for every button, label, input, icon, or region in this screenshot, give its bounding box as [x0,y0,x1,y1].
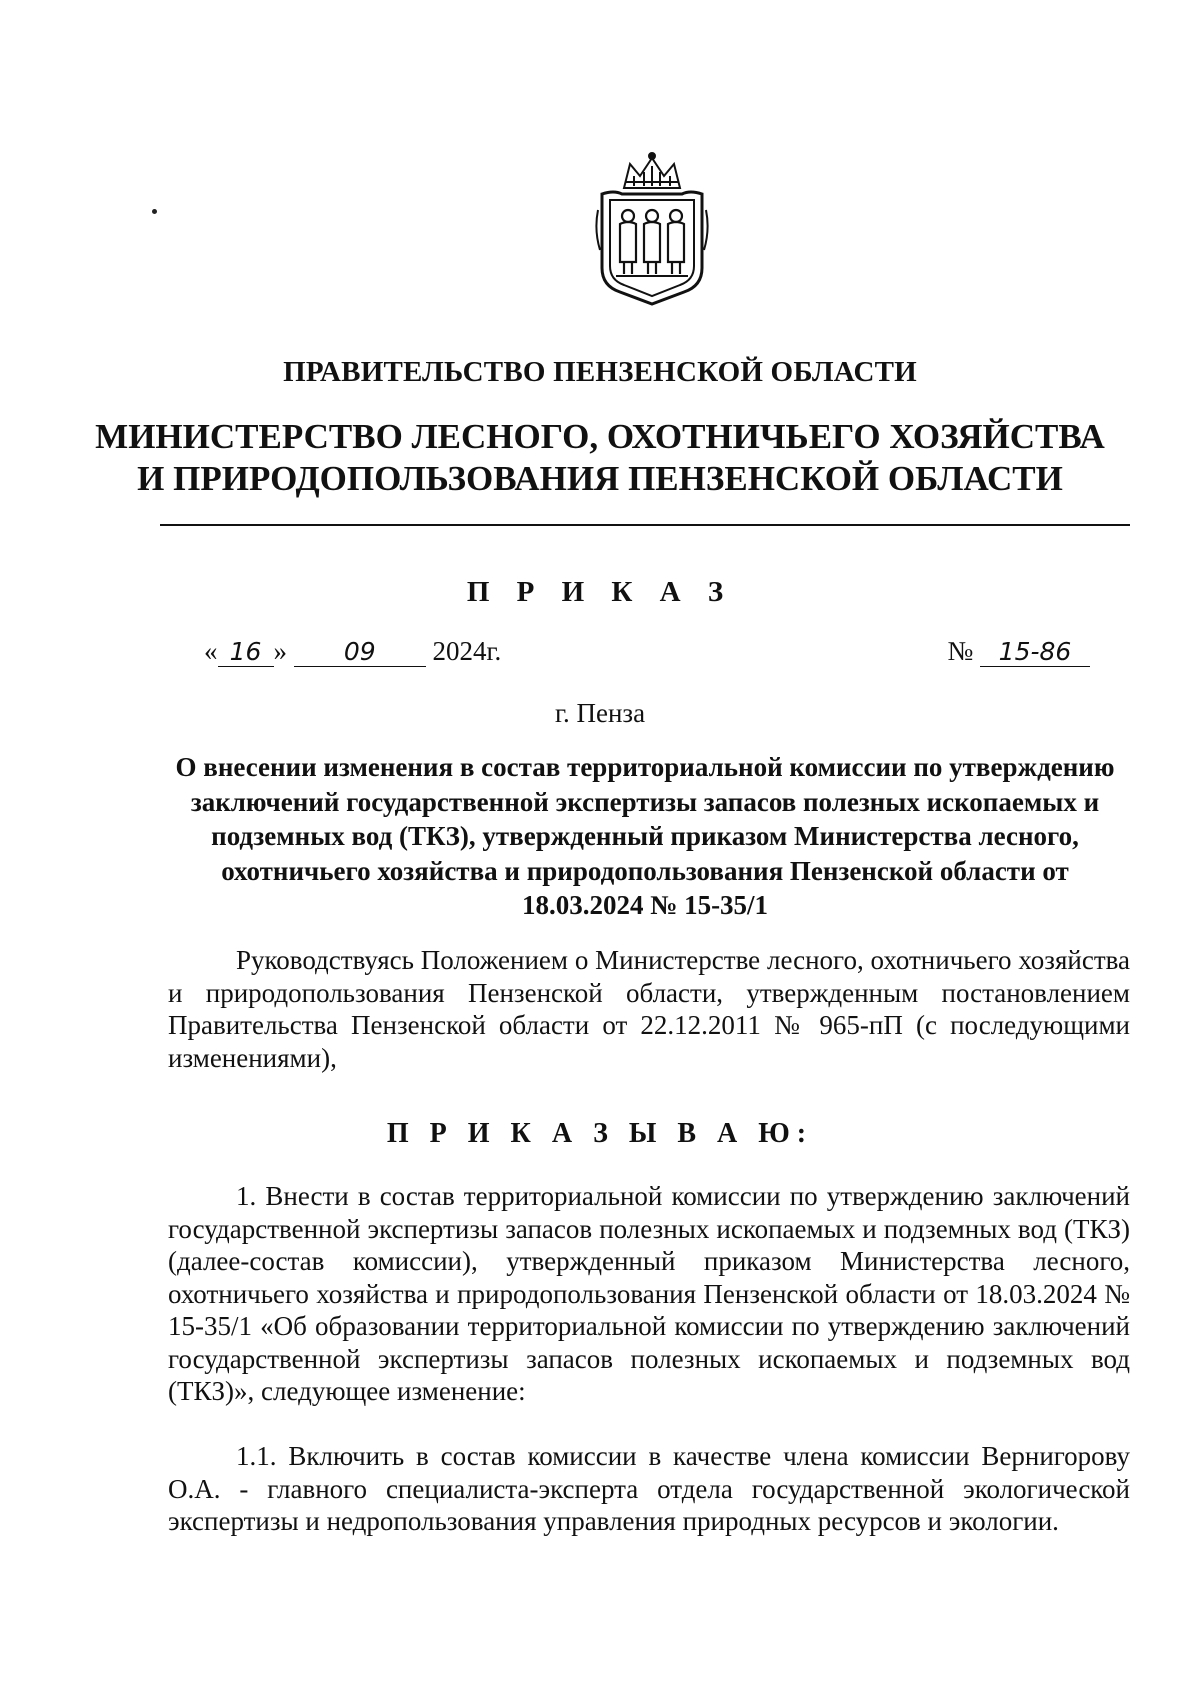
ministry-name-line-1: МИНИСТЕРСТВО ЛЕСНОГО, ОХОТНИЧЬЕГО ХОЗЯЙСТВА [95,417,1105,456]
document-type: П Р И К А З [466,576,734,608]
document-number [947,636,1090,667]
order-item-1-1: 1.1. Включить в состав комиссии в качестве члена комиссии Вернигорову О.А. - главного специалиста-эксперта отдела государственной экологической экспертизы и недропользования управления природных ресурсов и экологии. [168,1441,1130,1536]
date-open-quote: « [204,636,218,666]
date-year: 2024г. [432,636,502,666]
order-heading: П Р И К А З Ы В А Ю: [386,1118,814,1149]
ministry-name-line-2: И ПРИРОДОПОЛЬЗОВАНИЯ ПЕНЗЕНСКОЙ ОБЛАСТИ [137,459,1063,498]
order-item-1: 1. Внести в состав территориальной комиссии по утверждению заключений государственной экспертизы запасов полезных ископаемых и подземных вод (ТКЗ) (далее-состав комиссии), утвержденный приказом Министерства лесного, охотничьего хозяйства и природопользования Пензенской области от 18.03.2024 № 15-35/1 «Об образовании территориальной комиссии по утверждению заключений государственной экспертизы запасов полезных ископаемых и подземных вод (ТКЗ)», следующее изменение: [168,1181,1130,1406]
number-sign: № [947,636,974,666]
date-day: 16 [218,638,274,667]
government-name: ПРАВИТЕЛЬСТВО ПЕНЗЕНСКОЙ ОБЛАСТИ [283,356,917,388]
document-city: г. Пенза [554,698,646,728]
stray-mark [152,209,157,214]
header-divider [160,524,1130,526]
document-subject: О внесении изменения в состав территориальной комиссии по утверждению заключений государственной экспертизы запасов полезных ископаемых и подземных вод (ТКЗ), утвержденный приказом Министерства лесного, охотничьего хозяйства и природопользования Пензенской области от 18.03.2024 № 15-35/1 [175,752,1115,920]
preamble-paragraph: Руководствуясь Положением о Министерстве лесного, охотничьего хозяйства и природопользования Пензенской области, утвержденным постановлением Правительства Пензенской области от 22.12.2011 № 965-пП (с последующими изменениями), [168,945,1130,1073]
document-date [204,636,501,667]
number-value: 15-86 [980,638,1090,667]
date-close-quote: » [273,636,287,666]
date-month: 09 [294,638,426,667]
coat-of-arms-icon [594,150,710,310]
